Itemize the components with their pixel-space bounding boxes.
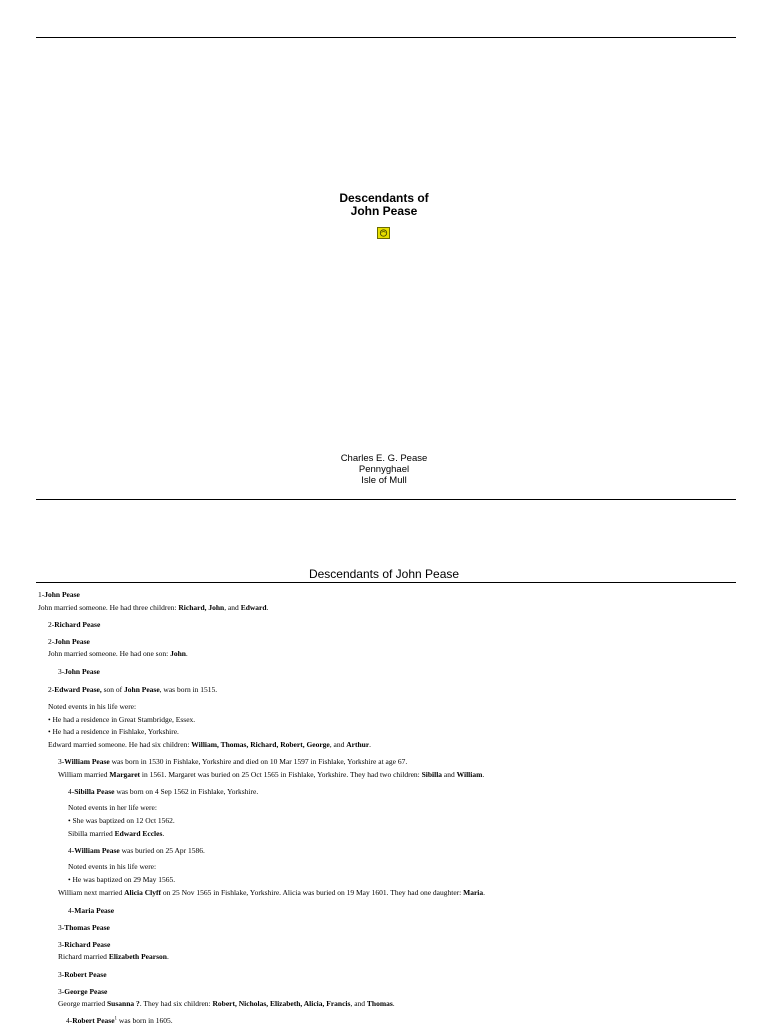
report-line — [68, 906, 114, 915]
report-line — [58, 952, 169, 961]
report-text: . — [185, 649, 188, 658]
person-name: Margaret — [109, 770, 141, 779]
report-text: . They had six children: — [139, 999, 213, 1008]
report-text: and — [442, 770, 457, 779]
person-name: Arthur — [346, 740, 370, 749]
report-line — [48, 740, 371, 749]
report-text: Noted events in his life were: — [68, 862, 157, 871]
report-text: , and — [350, 999, 367, 1008]
report-text: Noted events in her life were: — [68, 803, 157, 812]
report-line — [68, 803, 157, 812]
report-line — [68, 829, 164, 838]
report-text: Noted events in his life were: — [48, 702, 137, 711]
person-name: George Pease — [64, 987, 108, 996]
report-text: Edward married someone. He had six children: — [48, 740, 192, 749]
report-line — [58, 757, 407, 766]
report-text: 3- — [58, 923, 65, 932]
person-name: William, Thomas, Richard, Robert, George — [191, 740, 330, 749]
report-line — [48, 715, 195, 724]
person-name: Robert Pease — [64, 970, 107, 979]
report-line — [58, 923, 110, 932]
cover-title-line1: Descendants of — [339, 191, 429, 205]
report-line — [48, 685, 217, 694]
footnote-marker: 1 — [114, 1016, 118, 1022]
report-text: 2- — [48, 620, 55, 629]
report-text: • She was baptized on 12 Oct 1562. — [68, 816, 175, 825]
report-text: Sibilla married — [68, 829, 115, 838]
report-text: . — [483, 888, 486, 897]
report-text: 4- — [68, 787, 75, 796]
person-name: John Pease — [44, 590, 80, 599]
report-text: 4- — [68, 906, 75, 915]
person-name: John Pease — [64, 667, 100, 676]
report-line — [68, 875, 175, 884]
report-text: 4- — [66, 1016, 73, 1025]
cover-title — [0, 192, 768, 218]
person-name: William Pease — [74, 846, 120, 855]
report-text: 4- — [68, 846, 75, 855]
person-name: Elizabeth Pearson — [108, 952, 167, 961]
report-text: . — [166, 952, 169, 961]
person-name: John Pease — [124, 685, 160, 694]
person-name: Robert, Nicholas, Elizabeth, Alicia, Francis — [212, 999, 351, 1008]
report-title: Descendants of John Pease — [308, 567, 460, 581]
report-line — [58, 888, 485, 897]
person-name: Richard, John — [178, 603, 225, 612]
report-text: Richard married — [58, 952, 109, 961]
person-name: William Pease — [64, 757, 110, 766]
report-text: William next married — [58, 888, 125, 897]
report-line — [48, 620, 100, 629]
report-text: 2- — [48, 637, 55, 646]
report-line — [48, 649, 188, 658]
top-rule — [36, 37, 736, 38]
person-name: Alicia Clyff — [124, 888, 162, 897]
report-text: was born in 1605. — [117, 1016, 173, 1025]
report-line — [68, 816, 175, 825]
report-text: , was born in 1515. — [159, 685, 218, 694]
report-text: . — [369, 740, 372, 749]
report-text: 3- — [58, 987, 65, 996]
report-text: in 1561. Margaret was buried on 25 Oct 1565 in Fishlake, Yorkshire. They had two children: — [140, 770, 422, 779]
person-name: Maria — [463, 888, 484, 897]
report-title-rule — [36, 582, 736, 583]
person-name: Edward — [240, 603, 267, 612]
report-line — [68, 862, 156, 871]
person-name: Richard Pease — [54, 620, 101, 629]
report-text: , and — [224, 603, 241, 612]
report-line — [58, 987, 107, 996]
person-name: Sibilla — [421, 770, 443, 779]
report-line — [58, 999, 395, 1008]
report-text: • He had a residence in Fishlake, Yorkshire. — [48, 727, 179, 736]
report-text: . — [266, 603, 269, 612]
person-name: Thomas — [366, 999, 393, 1008]
author-location-line2: Isle of Mull — [361, 475, 407, 486]
report-line — [58, 970, 107, 979]
report-text: 3- — [58, 757, 65, 766]
person-name: William — [456, 770, 483, 779]
report-text: 3- — [58, 970, 65, 979]
report-line — [48, 727, 179, 736]
report-text: . — [482, 770, 485, 779]
person-name: Edward Eccles — [114, 829, 163, 838]
report-text: was born in 1530 in Fishlake, Yorkshire and died on 10 Mar 1597 in Fishlake, Yorkshire at age 67. — [109, 757, 408, 766]
report-text: 2- — [48, 685, 55, 694]
report-text: 3- — [58, 667, 65, 676]
report-line — [38, 590, 80, 599]
report-line — [58, 940, 110, 949]
cover-title-line2: John Pease — [350, 204, 418, 218]
report-line — [58, 667, 100, 676]
report-line — [68, 846, 205, 855]
report-text: was born on 4 Sep 1562 in Fishlake, Yorkshire. — [114, 787, 259, 796]
person-name: Edward Pease, — [54, 685, 102, 694]
report-text: 3- — [58, 940, 65, 949]
report-text: on 25 Nov 1565 in Fishlake, Yorkshire. Alicia was buried on 19 May 1601. They had one daughter: — [161, 888, 464, 897]
report-text: John married someone. He had one son: — [48, 649, 171, 658]
person-name: John Pease — [54, 637, 90, 646]
report-text: George married — [58, 999, 108, 1008]
person-name: Sibilla Pease — [74, 787, 115, 796]
author-location-line1: Pennyghael — [358, 464, 410, 475]
report-text: . — [162, 829, 165, 838]
report-line — [48, 702, 136, 711]
report-line — [48, 637, 90, 646]
report-line — [38, 603, 268, 612]
family-tree-icon — [377, 226, 390, 238]
report-line — [68, 787, 258, 796]
person-name: John — [170, 649, 186, 658]
report-line — [58, 770, 484, 779]
person-name: Thomas Pease — [64, 923, 110, 932]
report-text: William married — [58, 770, 110, 779]
report-text: , and — [329, 740, 347, 749]
person-name: Susanna ? — [107, 999, 140, 1008]
cover-author-block — [0, 453, 768, 486]
person-name: Robert Pease — [72, 1016, 115, 1025]
report-text: was buried on 25 Apr 1586. — [119, 846, 205, 855]
report-text: son of — [101, 685, 125, 694]
person-name: Richard Pease — [64, 940, 111, 949]
report-text: John married someone. He had three children: — [38, 603, 179, 612]
report-text: 1- — [38, 590, 45, 599]
report-text: • He had a residence in Great Stambridge, Essex. — [48, 715, 196, 724]
report-text: . — [392, 999, 395, 1008]
report-text: • He was baptized on 29 May 1565. — [68, 875, 176, 884]
person-name: Maria Pease — [74, 906, 115, 915]
cover-bottom-rule — [36, 499, 736, 500]
author-name: Charles E. G. Pease — [340, 453, 428, 464]
